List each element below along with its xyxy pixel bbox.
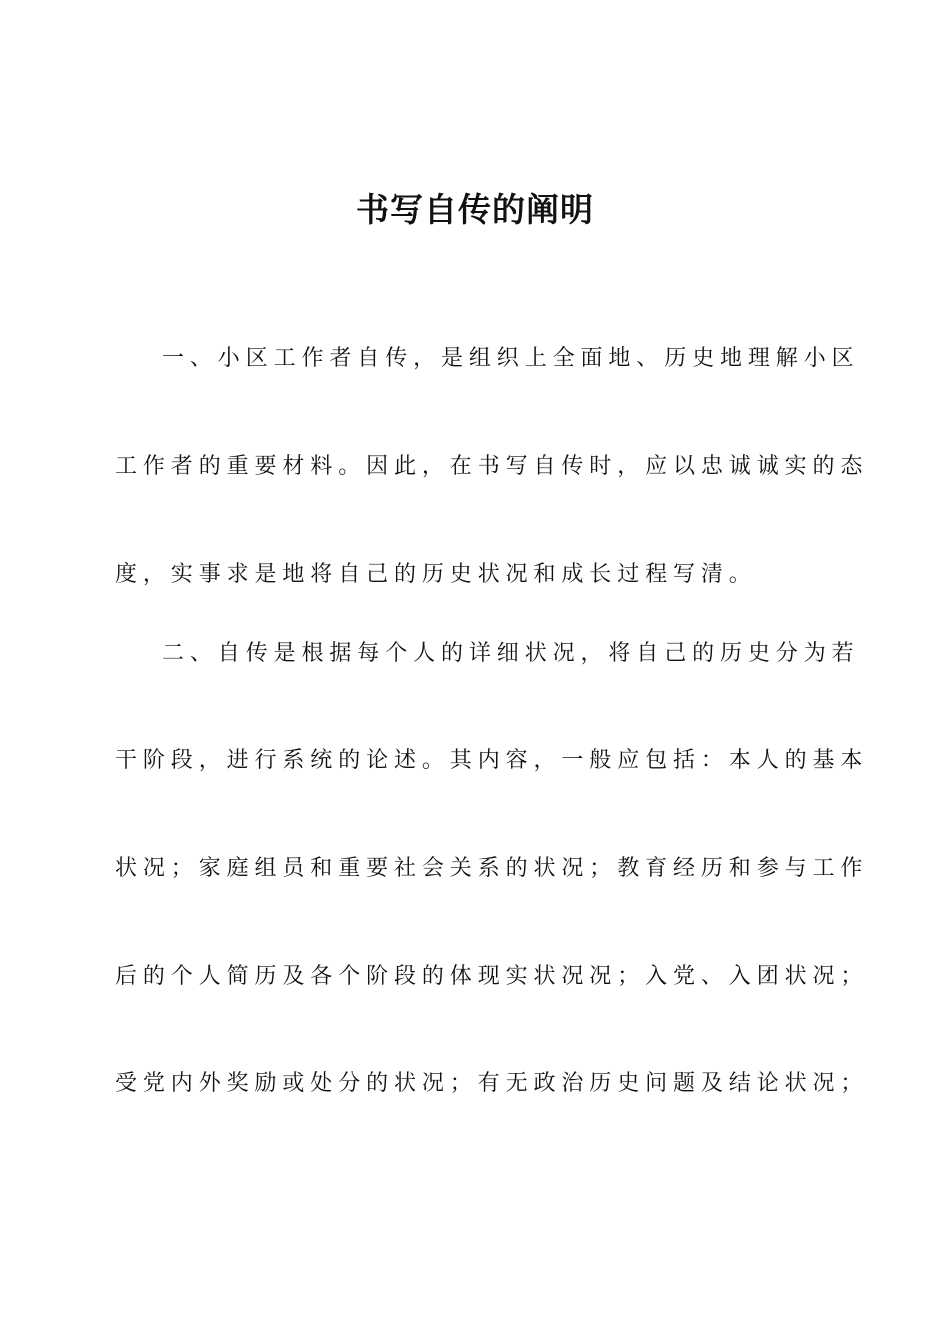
paragraph-line: 二、自传是根据每个人的详细状况，将自己的历史分为若	[162, 641, 860, 666]
paragraph-line: 后的个人简历及各个阶段的体现实状况况；入党、入团状况；	[115, 964, 869, 989]
paragraph-line: 一、小区工作者自传，是组织上全面地、历史地理解小区	[162, 346, 860, 371]
paragraph-line: 度，实事求是地将自己的历史状况和成长过程写清。	[115, 562, 757, 587]
paragraph-line: 工作者的重要材料。因此，在书写自传时，应以忠诚诚实的态	[115, 454, 869, 479]
paragraph-line: 干阶段，进行系统的论述。其内容，一般应包括：本人的基本	[115, 748, 869, 773]
document-title: 书写自传的阐明	[356, 190, 594, 229]
paragraph-line: 受党内外奖励或处分的状况；有无政治历史问题及结论状况；	[115, 1071, 869, 1096]
paragraph-line: 状况；家庭组员和重要社会关系的状况；教育经历和参与工作	[115, 856, 869, 881]
